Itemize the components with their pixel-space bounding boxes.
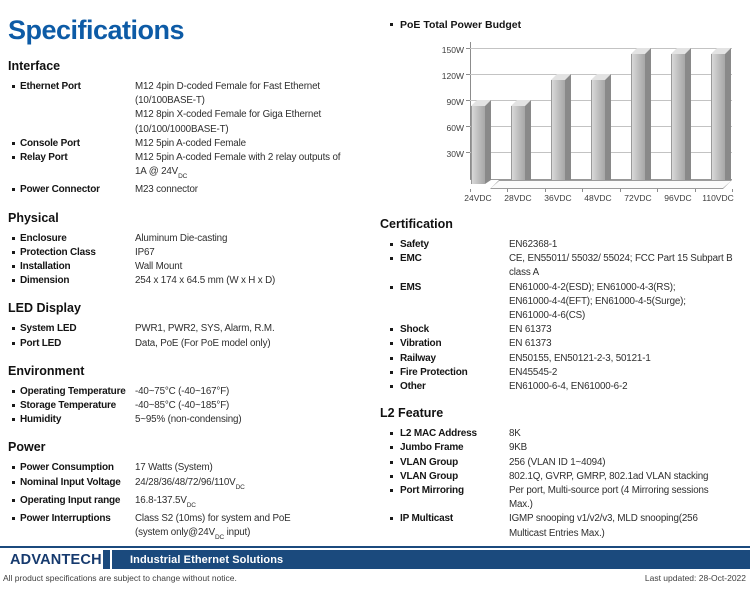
spec-label: EMC xyxy=(400,253,422,265)
subscript-text: DC xyxy=(186,501,196,509)
spec-label: Nominal Input Voltage xyxy=(20,476,121,488)
spec-value-line: M12 8pin X-coded Female for Giga Ethernet xyxy=(135,109,322,121)
right-column xyxy=(380,14,742,544)
spec-value xyxy=(509,252,742,280)
spec-value xyxy=(135,80,380,137)
poe-chart-ylabels xyxy=(438,40,468,180)
spec-label: Dimension xyxy=(20,275,70,287)
chart-bar-face xyxy=(671,54,685,184)
chart-bar-side xyxy=(725,48,731,184)
spec-value: M12 5pin A-coded Female xyxy=(135,137,246,149)
spec-row-vlan-group-2 xyxy=(380,470,742,484)
spec-row-port-led xyxy=(8,337,380,351)
spec-value: -40~75°C (-40~167°F) xyxy=(135,385,230,397)
bullet-icon xyxy=(12,232,20,246)
spec-label: Operating Temperature xyxy=(20,385,126,397)
spec-label: Shock xyxy=(400,324,430,336)
chart-bar xyxy=(711,48,731,184)
footer-banner-text: Industrial Ethernet Solutions xyxy=(130,553,284,566)
spec-label: Ethernet Port xyxy=(20,81,81,92)
chart-ytick-label: 60W xyxy=(446,123,464,133)
spec-row-emc xyxy=(380,252,742,280)
spec-value: 8K xyxy=(509,428,521,440)
spec-label: Enclosure xyxy=(20,232,67,244)
bullet-icon xyxy=(12,494,20,508)
spec-row-jumbo-frame xyxy=(380,441,742,455)
poe-chart-title: PoE Total Power Budget xyxy=(400,19,522,31)
chart-bar-face xyxy=(591,80,605,184)
poe-chart-title-row xyxy=(380,18,742,32)
spec-value: M23 connector xyxy=(135,184,198,196)
spec-row-l2-mac-address xyxy=(380,427,742,441)
poe-chart-plot xyxy=(470,40,732,180)
bullet-icon xyxy=(390,470,400,484)
bullet-icon xyxy=(12,274,20,288)
chart-bar-side xyxy=(685,48,691,184)
spec-value xyxy=(135,512,380,544)
chart-bar xyxy=(471,100,491,184)
spec-value-line: M12 4pin D-coded Female for Fast Ethernet xyxy=(135,81,320,92)
chart-xtick-label: 24VDC xyxy=(464,193,492,203)
spec-row-other xyxy=(380,380,742,394)
spec-label: Power Consumption xyxy=(20,462,114,474)
spec-value-line xyxy=(135,165,380,183)
value-text: 1A @ 24V xyxy=(135,166,179,178)
bullet-icon xyxy=(12,260,20,274)
chart-ytick xyxy=(466,74,470,75)
spec-value: 254 x 174 x 64.5 mm (W x H x D) xyxy=(135,275,276,287)
chart-bar-side xyxy=(605,74,611,184)
bullet-icon xyxy=(12,322,20,336)
bullet-icon xyxy=(12,246,20,260)
spec-value xyxy=(509,484,742,512)
section-heading-l2-feature: L2 Feature xyxy=(380,406,444,421)
spec-value: 802.1Q, GVRP, GMRP, 802.1ad VLAN stacking xyxy=(509,470,709,482)
spec-label: Vibration xyxy=(400,338,442,350)
bullet-icon xyxy=(390,252,400,266)
spec-row-power-interruptions xyxy=(8,512,380,544)
subscript-text: DC xyxy=(178,173,188,181)
bullet-icon xyxy=(390,484,400,498)
spec-label: Power Connector xyxy=(20,184,100,196)
bullet-icon xyxy=(390,18,400,32)
spec-value: IP67 xyxy=(135,246,155,258)
spec-label: VLAN Group xyxy=(400,456,458,468)
spec-label: Jumbo Frame xyxy=(400,442,464,454)
spec-row-railway xyxy=(380,352,742,366)
spec-value-line: Multicast Entries Max.) xyxy=(509,527,605,539)
spec-value: EN61000-6-4, EN61000-6-2 xyxy=(509,381,628,393)
spec-row-vibration xyxy=(380,337,742,351)
chart-bar-face xyxy=(631,54,645,184)
chart-ytick xyxy=(466,126,470,127)
chart-bar xyxy=(631,48,651,184)
chart-xtick xyxy=(545,189,546,192)
bullet-icon xyxy=(12,151,20,165)
spec-value: EN50155, EN50121-2-3, 50121-1 xyxy=(509,352,651,364)
spec-row-safety xyxy=(380,238,742,252)
spec-value-line: EN61000-4-4(EFT); EN61000-4-5(Surge); xyxy=(509,295,686,307)
bullet-icon xyxy=(12,137,20,151)
chart-bar xyxy=(511,100,531,184)
chart-bar-side xyxy=(565,74,571,184)
spec-value: EN62368-1 xyxy=(509,239,558,250)
spec-label: Railway xyxy=(400,352,436,364)
spec-value: 17 Watts (System) xyxy=(135,462,213,474)
spec-row-dimension xyxy=(8,274,380,288)
section-heading-environment: Environment xyxy=(8,363,85,378)
spec-label: EMS xyxy=(400,281,422,293)
chart-xtick xyxy=(470,189,471,192)
spec-label: Operating Input range xyxy=(20,494,121,506)
footer-bar-row xyxy=(0,550,750,569)
chart-bar-face xyxy=(551,80,565,184)
spec-label: Relay Port xyxy=(20,152,68,164)
spec-row-ip-multicast xyxy=(380,512,742,540)
spec-label: Port LED xyxy=(20,337,62,349)
chart-bar xyxy=(671,48,691,184)
bullet-icon xyxy=(390,337,400,351)
chart-bar-side xyxy=(485,100,491,184)
spec-value: 5~95% (non-condensing) xyxy=(135,414,242,426)
chart-ytick xyxy=(466,48,470,49)
bullet-icon xyxy=(12,512,20,526)
chart-xtick xyxy=(732,189,733,192)
spec-label: IP Multicast xyxy=(400,513,453,525)
chart-xtick-label: 96VDC xyxy=(664,193,692,203)
bullet-icon xyxy=(390,441,400,455)
poe-chart xyxy=(438,40,734,205)
section-heading-physical: Physical xyxy=(8,210,59,225)
spec-value: Data, PoE (For PoE model only) xyxy=(135,337,271,349)
poe-chart-area xyxy=(438,40,734,189)
spec-value-line: (10/100BASE-T) xyxy=(135,95,205,107)
spec-row-port-mirroring xyxy=(380,484,742,512)
chart-bar xyxy=(551,74,571,184)
chart-xtick xyxy=(620,189,621,192)
chart-bar-side xyxy=(525,100,531,184)
spec-row-nominal-input-voltage xyxy=(8,476,380,494)
bullet-icon xyxy=(390,456,400,470)
spec-value-line: Class S2 (10ms) for system and PoE xyxy=(135,512,291,524)
bullet-icon xyxy=(12,413,20,427)
spec-value xyxy=(135,476,380,494)
spec-value-line: CE, EN55011/ 55032/ 55024; FCC Part 15 Subpart B xyxy=(509,253,733,265)
bullet-icon xyxy=(390,281,400,295)
footer-meta xyxy=(0,569,750,583)
spec-label: Console Port xyxy=(20,137,80,149)
footer-last-updated: Last updated: 28-Oct-2022 xyxy=(644,573,746,583)
spec-row-fire-protection xyxy=(380,366,742,380)
value-text: 24/28/36/48/72/96/110V xyxy=(135,476,236,488)
spec-row-operating-input-range xyxy=(8,494,380,512)
chart-ytick-label: 120W xyxy=(441,71,464,81)
chart-bar-side xyxy=(645,48,651,184)
logo-divider xyxy=(103,550,110,569)
spec-label: Power Interruptions xyxy=(20,512,111,524)
spec-label: Storage Temperature xyxy=(20,400,117,411)
spec-value: -40~85°C (-40~185°F) xyxy=(135,400,230,411)
footer-banner xyxy=(112,550,750,569)
bullet-icon xyxy=(390,323,400,337)
chart-xtick-label: 36VDC xyxy=(544,193,572,203)
spec-value: 9KB xyxy=(509,442,528,454)
value-text: input) xyxy=(224,527,251,539)
spec-row-storage-temperature xyxy=(8,399,380,413)
spec-row-humidity xyxy=(8,413,380,427)
spec-value-line xyxy=(135,526,380,544)
spec-value-line: IGMP snooping v1/v2/v3, MLD snooping(256 xyxy=(509,513,698,525)
chart-gridline xyxy=(470,48,732,49)
chart-xtick xyxy=(695,189,696,192)
spec-row-shock xyxy=(380,323,742,337)
chart-xtick-label: 72VDC xyxy=(624,193,652,203)
bullet-icon xyxy=(390,512,400,526)
spec-value xyxy=(509,512,742,540)
spec-label: Fire Protection xyxy=(400,366,468,378)
section-heading-certification: Certification xyxy=(380,217,453,231)
spec-value: 256 (VLAN ID 1~4094) xyxy=(509,456,606,468)
value-text: 16.8-137.5V xyxy=(135,494,187,506)
bullet-icon xyxy=(12,80,20,94)
spec-label: Port Mirroring xyxy=(400,485,464,497)
chart-xtick-label: 48VDC xyxy=(584,193,612,203)
spec-value: EN 61373 xyxy=(509,324,552,336)
spec-value-line: class A xyxy=(509,267,539,279)
footer-disclaimer: All product specifications are subject to change without notice. xyxy=(3,573,237,583)
spec-value-line: EN61000-4-2(ESD); EN61000-4-3(RS); xyxy=(509,281,676,293)
spec-row-power-consumption xyxy=(8,461,380,475)
spec-row-ems xyxy=(380,281,742,324)
footer xyxy=(0,546,750,583)
spec-label: VLAN Group xyxy=(400,470,458,482)
spec-value: Aluminum Die-casting xyxy=(135,232,228,244)
spec-value-line: M12 5pin A-coded Female with 2 relay outputs of xyxy=(135,152,341,164)
spec-label: L2 MAC Address xyxy=(400,428,477,440)
value-text: (system only@24V xyxy=(135,527,215,539)
spec-row-vlan-group-1 xyxy=(380,456,742,470)
bullet-icon xyxy=(12,399,20,413)
bullet-icon xyxy=(390,352,400,366)
chart-xtick xyxy=(507,189,508,192)
spec-label: Protection Class xyxy=(20,246,96,258)
spec-row-protection-class xyxy=(8,246,380,260)
left-column xyxy=(8,14,380,544)
spec-value-line: EN61000-4-6(CS) xyxy=(509,310,586,322)
spec-value xyxy=(509,281,742,324)
spec-value-line: (10/100/1000BASE-T) xyxy=(135,123,229,135)
spec-label: Other xyxy=(400,381,426,393)
chart-xtick xyxy=(582,189,583,192)
spec-label: Installation xyxy=(20,260,71,272)
spec-label: System LED xyxy=(20,323,77,335)
spec-row-enclosure xyxy=(8,232,380,246)
chart-floor xyxy=(490,180,732,189)
bullet-icon xyxy=(12,476,20,490)
bullet-icon xyxy=(12,337,20,351)
spec-row-operating-temperature xyxy=(8,385,380,399)
spec-row-ethernet-port xyxy=(8,80,380,137)
spec-label: Safety xyxy=(400,239,429,250)
subscript-text: DC xyxy=(214,534,225,542)
bullet-icon xyxy=(390,238,400,252)
chart-xtick xyxy=(657,189,658,192)
spec-row-installation xyxy=(8,260,380,274)
chart-ytick xyxy=(466,152,470,153)
footer-rule xyxy=(0,546,750,548)
bullet-icon xyxy=(12,183,20,197)
section-heading-interface: Interface xyxy=(8,59,61,73)
section-heading-power: Power xyxy=(8,440,46,455)
chart-ytick-label: 90W xyxy=(446,97,464,107)
chart-xtick-label: 110VDC xyxy=(702,193,734,203)
spec-value-line xyxy=(135,494,380,512)
section-heading-led-display: LED Display xyxy=(8,301,81,316)
bullet-icon xyxy=(390,380,400,394)
advantech-logo-text: ADVANTECH xyxy=(10,551,102,568)
spec-row-system-led xyxy=(8,322,380,336)
spec-value xyxy=(135,151,380,183)
spec-value: EN 61373 xyxy=(509,338,552,350)
spec-row-relay-port xyxy=(8,151,380,183)
spec-value: Wall Mount xyxy=(135,260,183,272)
advantech-logo xyxy=(0,550,103,569)
poe-chart-xlabels xyxy=(464,189,734,205)
subscript-text: DC xyxy=(235,483,245,491)
spec-value-line: Max.) xyxy=(509,499,533,511)
chart-bar-face xyxy=(471,106,485,184)
spec-label: Humidity xyxy=(20,414,62,426)
spec-value-line: Per port, Multi-source port (4 Mirroring sessions xyxy=(509,485,709,497)
page-title: Specifications xyxy=(8,15,185,45)
spec-row-power-connector xyxy=(8,183,380,197)
chart-bar-face xyxy=(711,54,725,184)
bullet-icon xyxy=(390,427,400,441)
chart-xtick-label: 28VDC xyxy=(504,193,532,203)
bullet-icon xyxy=(12,385,20,399)
chart-bar-face xyxy=(511,106,525,184)
chart-ytick-label: 30W xyxy=(446,149,464,159)
spec-row-console-port xyxy=(8,137,380,151)
spec-value: EN45545-2 xyxy=(509,366,558,378)
bullet-icon xyxy=(390,366,400,380)
chart-bar xyxy=(591,74,611,184)
spec-value xyxy=(135,494,380,512)
chart-ytick-label: 150W xyxy=(441,45,464,55)
spec-value: PWR1, PWR2, SYS, Alarm, R.M. xyxy=(135,323,275,335)
bullet-icon xyxy=(12,461,20,475)
spec-value-line xyxy=(135,476,380,494)
chart-ytick xyxy=(466,100,470,101)
